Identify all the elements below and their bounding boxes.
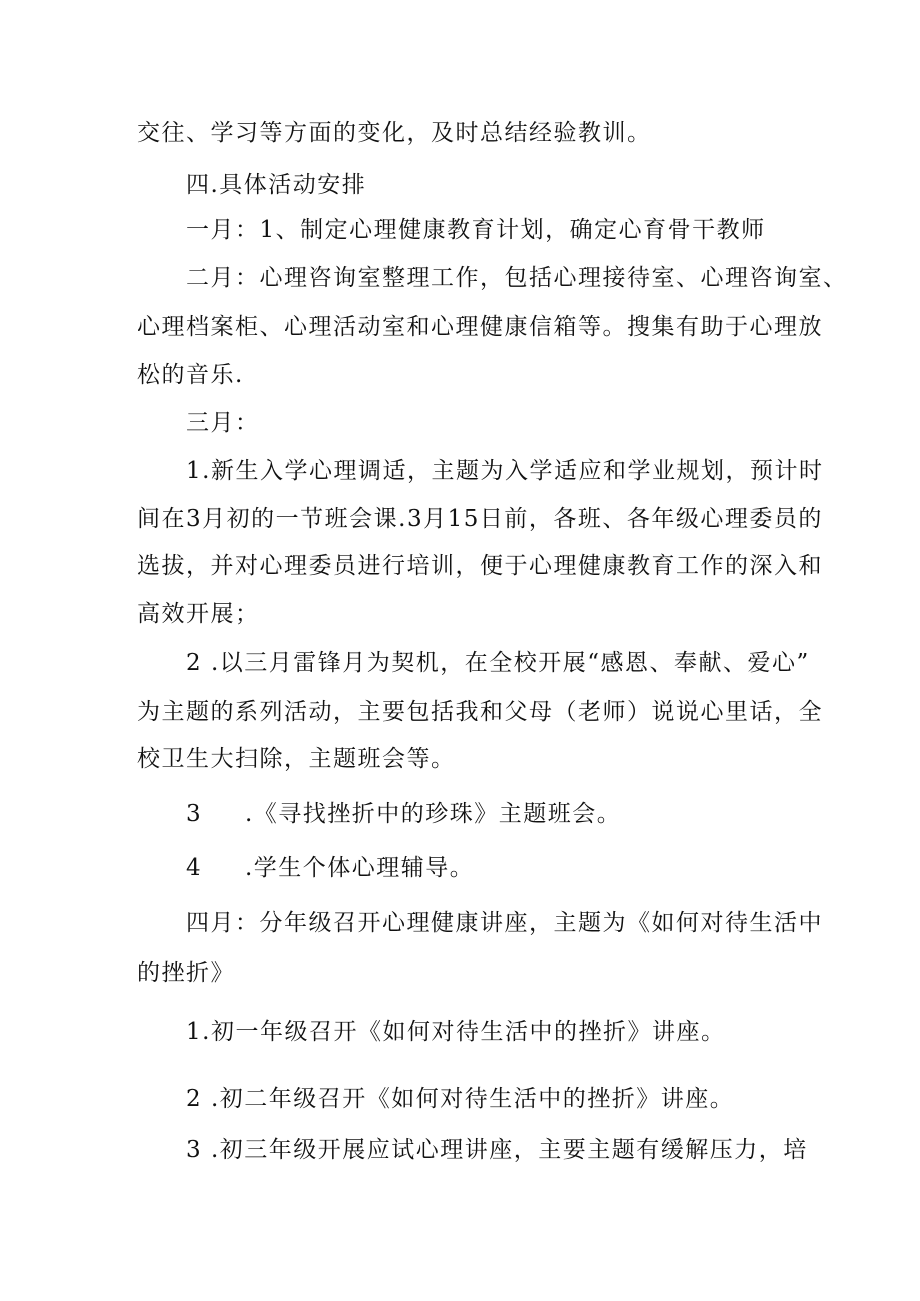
- paragraph-line: 四月：分年级召开心理健康讲座，主题为《如何对待生活中: [186, 910, 823, 936]
- item-number: 3: [186, 801, 201, 827]
- item-text: .《寻找挫折中的珍珠》主题班会。: [245, 801, 622, 827]
- paragraph-line: 2 .初二年级召开《如何对待生活中的挫折》讲座。: [186, 1086, 735, 1112]
- paragraph-line: 三月：: [186, 410, 260, 436]
- paragraph-line: 交往、学习等方面的变化，及时总结经验教训。: [137, 120, 652, 146]
- paragraph-line: 心理档案柜、心理活动室和心理健康信箱等。搜集有助于心理放: [137, 314, 823, 340]
- paragraph-line: 选拔，并对心理委员进行培训，便于心理健康教育工作的深入和: [137, 553, 823, 579]
- paragraph-line: 3 .初三年级开展应试心理讲座，主要主题有缓解压力，培: [186, 1137, 808, 1163]
- item-number: 4: [186, 855, 201, 881]
- paragraph-line: 校卫生大扫除，主题班会等。: [137, 746, 456, 772]
- paragraph-line: 间在3月初的一节班会课.3月15日前，各班、各年级心理委员的: [137, 506, 823, 532]
- section-heading: 四.具体活动安排: [186, 172, 367, 198]
- paragraph-line: 的挫折》: [137, 960, 235, 986]
- item-text: .学生个体心理辅导。: [245, 855, 475, 881]
- paragraph-line: 为主题的系列活动，主要包括我和父母（老师）说说心里话，全: [137, 699, 823, 725]
- paragraph-line: 2 .以三月雷锋月为契机，在全校开展“感恩、奉献、爱心”: [186, 650, 810, 676]
- paragraph-line: 高效开展；: [137, 601, 260, 627]
- paragraph-line: 1.初一年级召开《如何对待生活中的挫折》讲座。: [186, 1019, 726, 1045]
- paragraph-line: 松的音乐.: [137, 362, 244, 388]
- paragraph-line: 一月：1、制定心理健康教育计划，确定心育骨干教师: [186, 217, 766, 243]
- paragraph-line: 1.新生入学心理调适，主题为入学适应和学业规划，预计时: [186, 458, 824, 484]
- paragraph-line: 二月：心理咨询室整理工作，包括心理接待室、心理咨询室、: [186, 265, 848, 291]
